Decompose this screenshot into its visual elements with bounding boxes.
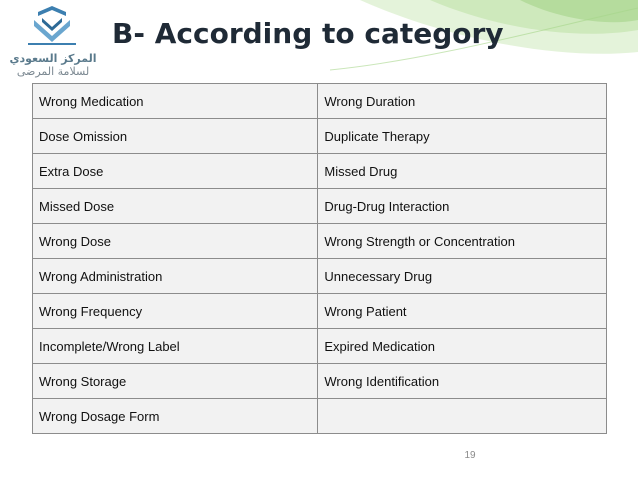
category-table <box>32 83 607 434</box>
table-row <box>33 259 607 294</box>
table-cell: Duplicate Therapy <box>318 119 607 154</box>
logo-text-line2: لسلامة المرضى <box>16 65 90 78</box>
table-cell: Wrong Storage <box>33 364 318 399</box>
table-cell: Wrong Medication <box>33 84 318 119</box>
table-cell: Wrong Duration <box>318 84 607 119</box>
table-cell: Wrong Dose <box>33 224 318 259</box>
logo <box>4 6 100 78</box>
table-row <box>33 154 607 189</box>
table-row <box>33 364 607 399</box>
table-cell: Wrong Administration <box>33 259 318 294</box>
table-cell: Incomplete/Wrong Label <box>33 329 318 364</box>
page-number: 19 <box>464 450 476 461</box>
table-cell: Missed Dose <box>33 189 318 224</box>
table-cell: Extra Dose <box>33 154 318 189</box>
table-cell: Wrong Dosage Form <box>33 399 318 434</box>
table-row <box>33 399 607 434</box>
table-cell: Wrong Patient <box>318 294 607 329</box>
slide-title: B- According to category <box>112 17 504 50</box>
table-cell <box>318 399 607 434</box>
table-row <box>33 84 607 119</box>
table-cell: Wrong Strength or Concentration <box>318 224 607 259</box>
table-row <box>33 119 607 154</box>
table-row <box>33 189 607 224</box>
table-cell: Dose Omission <box>33 119 318 154</box>
table-cell: Wrong Identification <box>318 364 607 399</box>
logo-text-line1: المركز السعودي <box>9 52 97 65</box>
table-cell: Missed Drug <box>318 154 607 189</box>
table-cell: Unnecessary Drug <box>318 259 607 294</box>
table-cell: Wrong Frequency <box>33 294 318 329</box>
table-row <box>33 294 607 329</box>
table-row <box>33 224 607 259</box>
table-cell: Expired Medication <box>318 329 607 364</box>
table-row <box>33 329 607 364</box>
logo-emblem-icon <box>4 6 100 52</box>
table-cell: Drug-Drug Interaction <box>318 189 607 224</box>
